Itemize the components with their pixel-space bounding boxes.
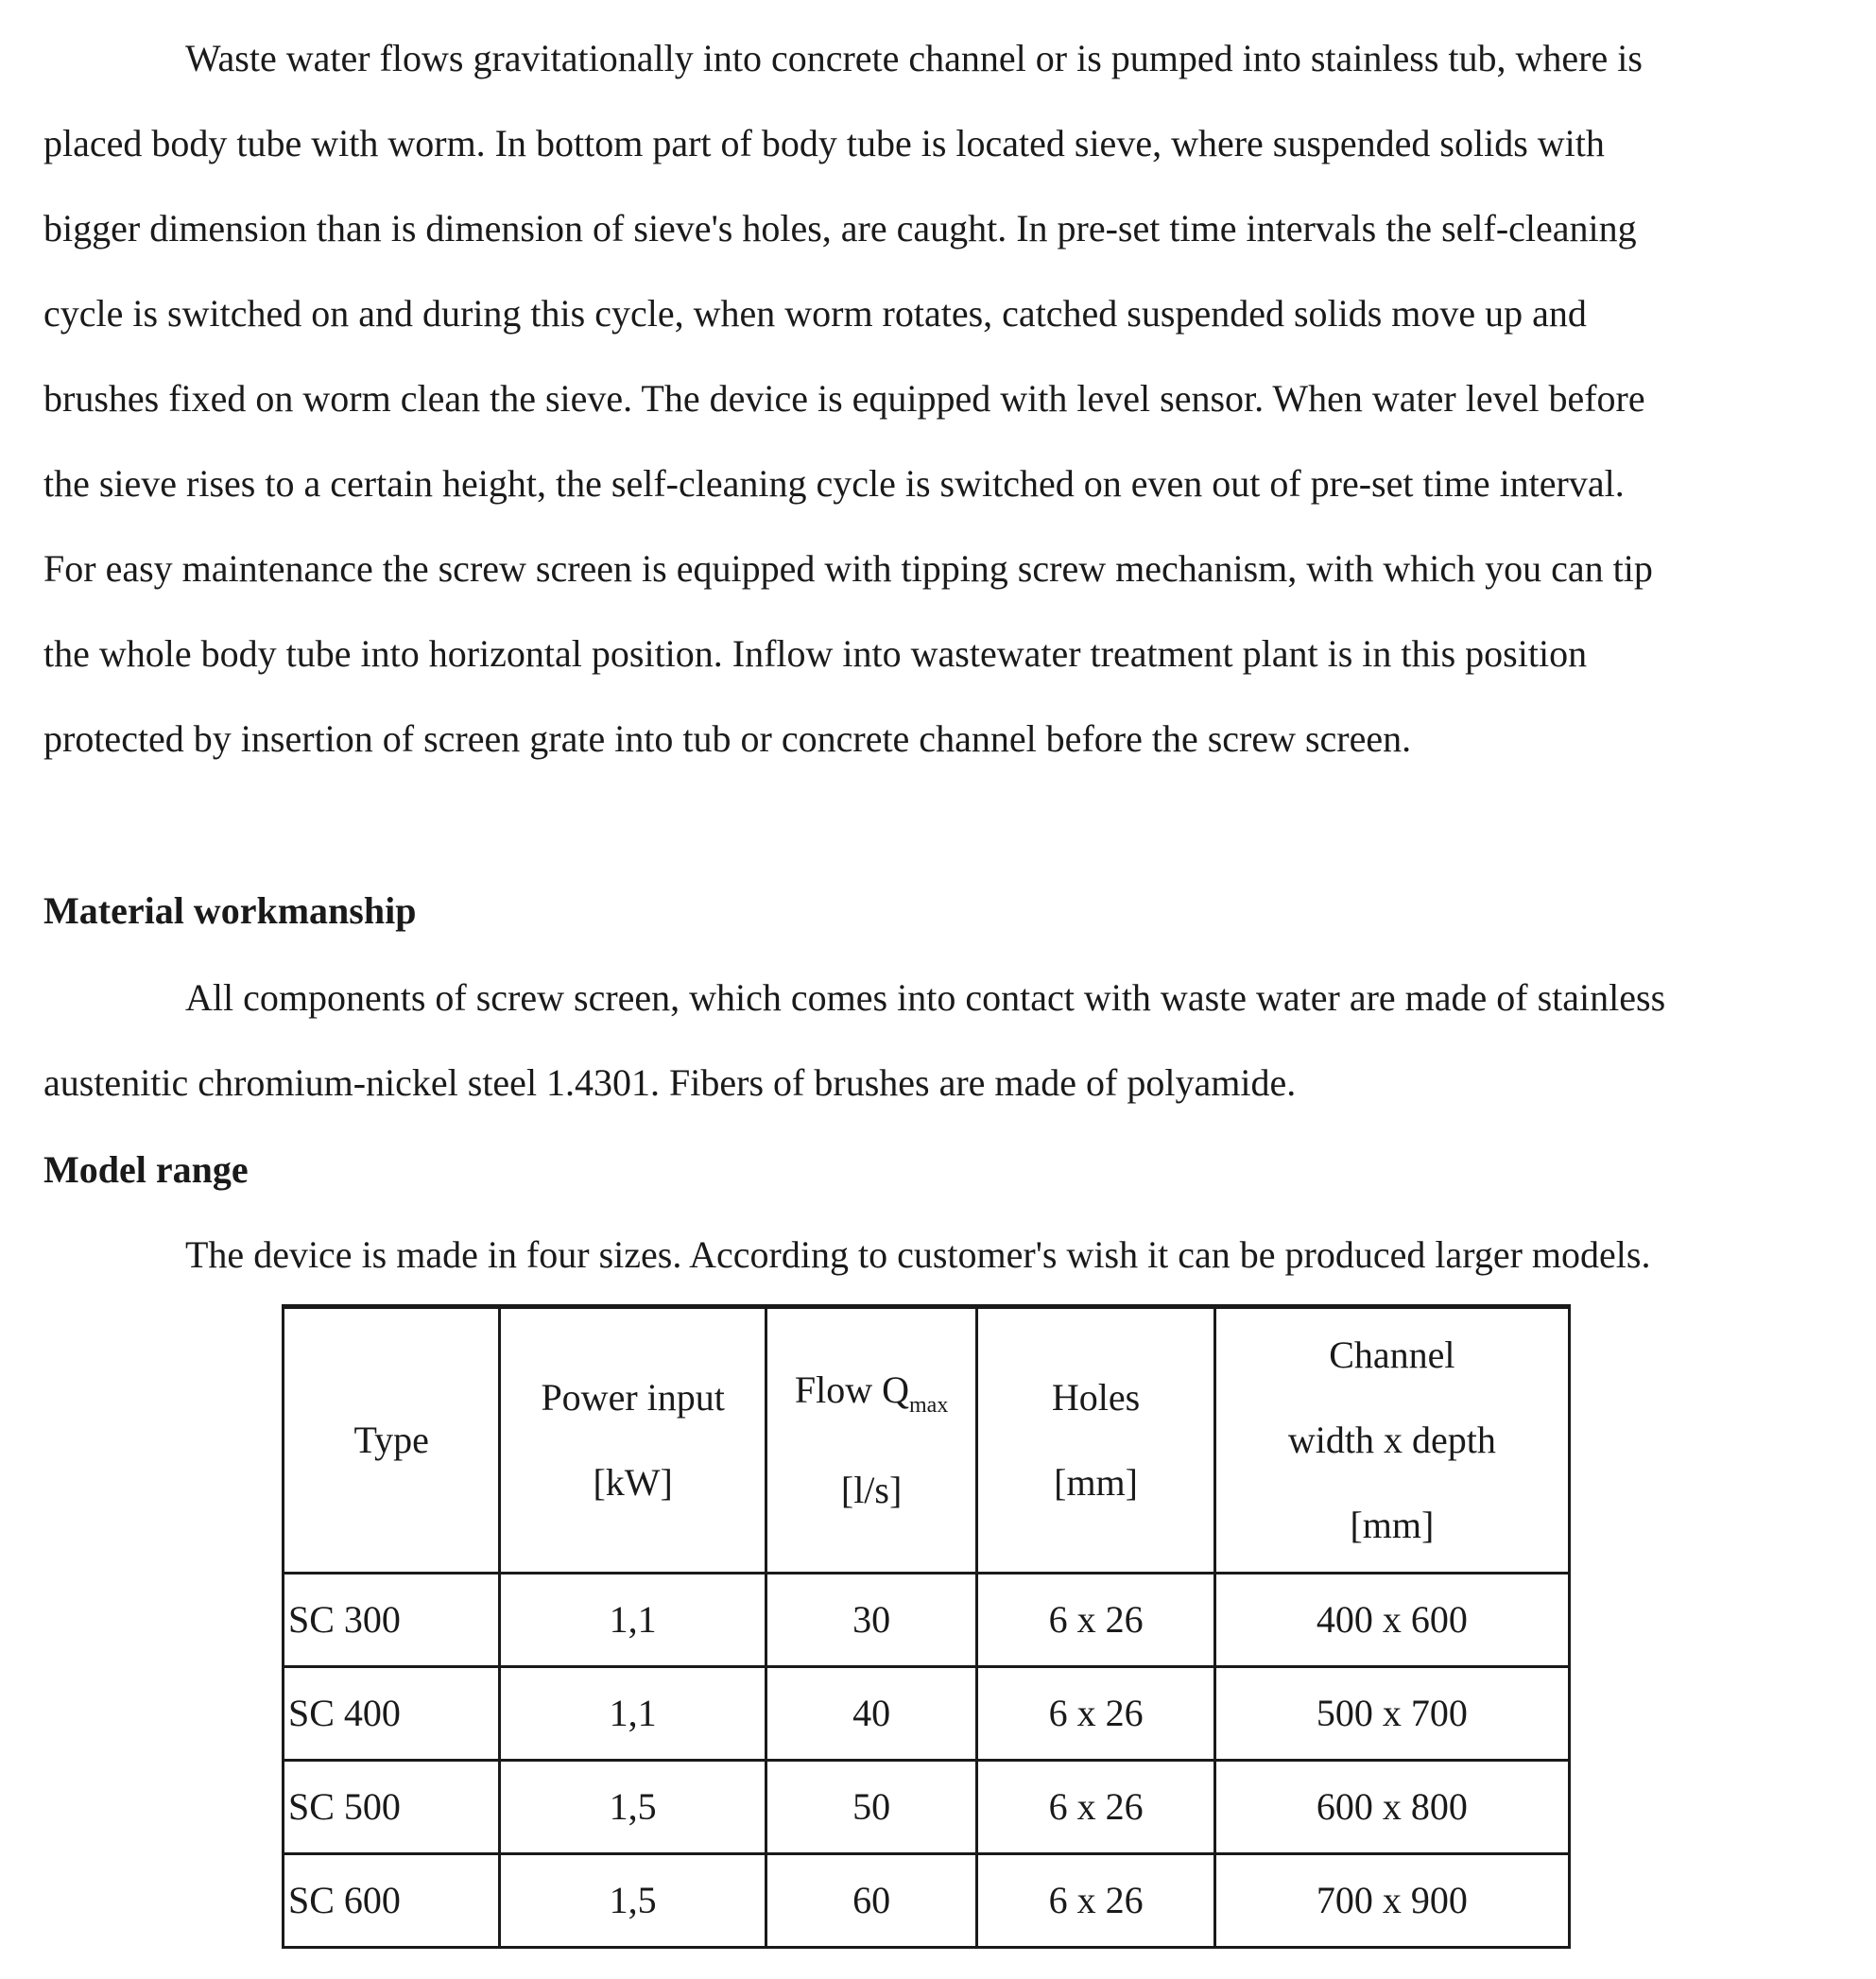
intro-line: cycle is switched on and during this cycle, when worm rotates, catched suspended solids move up and bbox=[43, 292, 1587, 335]
intro-line: protected by insertion of screen grate into tub or concrete channel before the screw screen. bbox=[43, 717, 1412, 760]
table-header-row bbox=[284, 1307, 1570, 1574]
table-row bbox=[284, 1574, 1570, 1667]
header-holes: Holes [mm] bbox=[977, 1307, 1214, 1574]
model-heading: Model range bbox=[43, 1148, 249, 1191]
cell-power: 1,5 bbox=[500, 1761, 766, 1854]
cell-channel: 500 x 700 bbox=[1214, 1667, 1569, 1761]
cell-channel: 700 x 900 bbox=[1214, 1854, 1569, 1948]
cell-type: SC 600 bbox=[284, 1854, 500, 1948]
intro-line: For easy maintenance the screw screen is equipped with tipping screw mechanism, with which you can tip bbox=[43, 547, 1653, 590]
table-row bbox=[284, 1761, 1570, 1854]
model-text: The device is made in four sizes. According to customer's wish it can be produced larger models. bbox=[185, 1233, 1651, 1276]
cell-holes: 6 x 26 bbox=[977, 1667, 1214, 1761]
cell-flow: 40 bbox=[766, 1667, 977, 1761]
intro-line: the sieve rises to a certain height, the self-cleaning cycle is switched on even out of pre-set time interval. bbox=[43, 462, 1625, 505]
material-line: austenitic chromium-nickel steel 1.4301. Fibers of brushes are made of polyamide. bbox=[43, 1061, 1297, 1104]
header-channel: Channel width x depth [mm] bbox=[1214, 1307, 1569, 1574]
cell-type: SC 500 bbox=[284, 1761, 500, 1854]
header-type: Type bbox=[284, 1307, 500, 1574]
table-row bbox=[284, 1854, 1570, 1948]
cell-type: SC 300 bbox=[284, 1574, 500, 1667]
material-heading: Material workmanship bbox=[43, 889, 417, 932]
cell-flow: 50 bbox=[766, 1761, 977, 1854]
cell-power: 1,5 bbox=[500, 1854, 766, 1948]
table-row bbox=[284, 1667, 1570, 1761]
cell-channel: 600 x 800 bbox=[1214, 1761, 1569, 1854]
header-power: Power input [kW] bbox=[500, 1307, 766, 1574]
cell-holes: 6 x 26 bbox=[977, 1761, 1214, 1854]
intro-line: bigger dimension than is dimension of sieve's holes, are caught. In pre-set time intervals the self-cleaning bbox=[43, 207, 1637, 250]
material-line: All components of screw screen, which comes into contact with waste water are made of stainless bbox=[185, 976, 1666, 1019]
cell-flow: 60 bbox=[766, 1854, 977, 1948]
cell-holes: 6 x 26 bbox=[977, 1574, 1214, 1667]
intro-line: the whole body tube into horizontal position. Inflow into wastewater treatment plant is in this position bbox=[43, 632, 1588, 675]
intro-line: placed body tube with worm. In bottom part of body tube is located sieve, where suspended solids with bbox=[43, 122, 1605, 164]
cell-channel: 400 x 600 bbox=[1214, 1574, 1569, 1667]
cell-power: 1,1 bbox=[500, 1667, 766, 1761]
intro-line: Waste water flows gravitationally into concrete channel or is pumped into stainless tub, where is bbox=[185, 37, 1643, 79]
model-specs-table bbox=[282, 1304, 1571, 1949]
intro-line: brushes fixed on worm clean the sieve. The device is equipped with level sensor. When water level before bbox=[43, 377, 1645, 420]
cell-holes: 6 x 26 bbox=[977, 1854, 1214, 1948]
cell-type: SC 400 bbox=[284, 1667, 500, 1761]
cell-power: 1,1 bbox=[500, 1574, 766, 1667]
cell-flow: 30 bbox=[766, 1574, 977, 1667]
header-flow: Flow $Q_{max}$ [l/s] bbox=[766, 1307, 977, 1574]
